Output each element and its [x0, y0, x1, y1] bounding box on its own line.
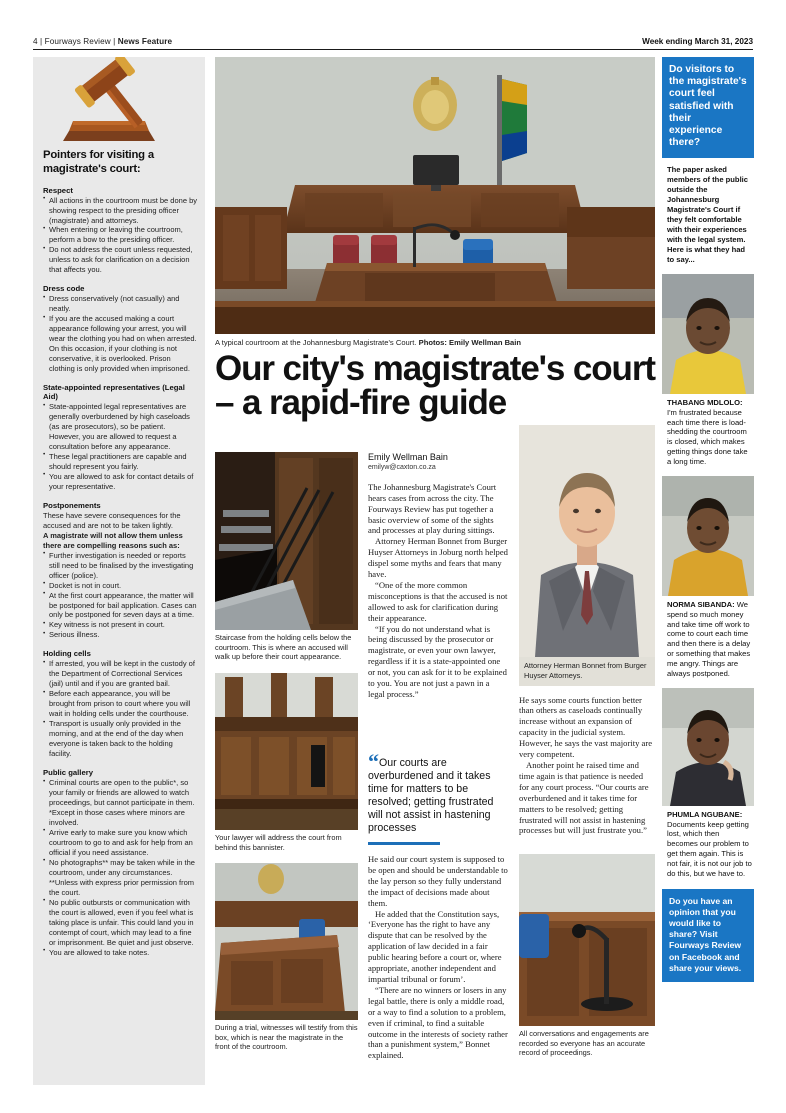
masthead	[33, 30, 753, 50]
section-list	[43, 778, 197, 957]
vox-name: NORMA SIBANDA:	[667, 599, 735, 609]
recording-equipment-image	[519, 854, 655, 1026]
list-item: • Before each appearance, you will be brought from prison to court where you will wait in holding cells under the courthouse.	[43, 689, 197, 719]
vox-quote	[662, 596, 754, 679]
sidebar-section-holding-cells	[43, 649, 197, 759]
witness-box-caption: During a trial, witnesses will testify from this box, which is near the magistrate in the front of the courtroom.	[215, 1023, 358, 1052]
sidebar-section-dress-code	[43, 284, 197, 374]
masthead-date: Week ending March 31, 2023	[642, 37, 753, 46]
list-item: • Do not address the court unless requested, unless to ask for clarification on a decision that affects you.	[43, 245, 197, 275]
staircase-photo	[215, 452, 358, 630]
masthead-section: News Feature	[117, 37, 173, 46]
vox-pop-intro: The paper asked members of the public outside the Johannesburg Magistrate's Court if they felt comfortable with their experiences with the legal system. Here is what they had to say...	[667, 164, 749, 264]
paragraph: Attorney Herman Bonnet from Burger Huyser Attorneys in Joburg north helped dispel some myths and fears that many have.	[368, 536, 508, 580]
attorney-portrait-photo	[519, 425, 655, 657]
article-column-3	[519, 425, 655, 836]
section-heading: Holding cells	[43, 649, 91, 659]
paragraph: “If you do not understand what is being discussed by the prosecutor or magistrate, or even your own lawyer, regardless if it is a state-appointed one or not, you can ask for it to be explained to you. You are not just a pawn in a legal process.”	[368, 623, 507, 700]
vox-pop-entry	[662, 688, 754, 879]
vox-quote-text: We spend so much money and take time off work to come to court each time and then there is a delay or something that makes me angry. Things are always postponed.	[667, 599, 751, 678]
masthead-page-and-title: 4 | Fourways Review |	[33, 37, 118, 46]
sidebar-section-public-gallery	[43, 768, 197, 957]
article-column-2	[368, 452, 508, 700]
bannister-photo	[215, 673, 358, 830]
list-item: • When entering or leaving the courtroom, perform a bow to the presiding officer.	[43, 225, 197, 245]
caption-text: A typical courtroom at the Johannesburg Magistrate's Court.	[215, 338, 419, 347]
section-heading: State-appointed representatives (Legal Aid)	[43, 383, 185, 402]
sidebar-section-postponements	[43, 501, 197, 641]
list-item: • You are allowed to take notes.	[43, 948, 197, 958]
vox-pop-rail	[662, 57, 754, 982]
vox-pop-entry	[662, 274, 754, 467]
list-item: • No public outbursts or communication with the court is allowed, even if you feel what is taking place is unfair. This could land you in contempt of court, which may lead to a fine or imprisonment. Be quiet and just observe.	[43, 898, 197, 948]
vox-pop-cta[interactable]: Do you have an opinion that you would like to share? Visit Fourways Review on Facebook and share your views.	[662, 889, 754, 982]
witness-box-image	[215, 863, 358, 1020]
list-item: • State-appointed legal representatives are generally overburdened by high caseloads (as are prosecutors), so be patient. However, you are allowed to request a consultation before any appearance.	[43, 402, 197, 452]
section-list	[43, 551, 197, 641]
byline-email: emilyw@caxton.co.za	[368, 463, 436, 471]
vox-portrait-3-image	[662, 688, 754, 806]
pull-quote	[368, 749, 508, 835]
paragraph: “There are no winners or losers in any legal battle, there is only a middle road, or a way to find a solution to a problem, even if criminal, to find a suitable outcome in the interests of society rather than a punishment system,” Bonnet explained.	[368, 984, 508, 1061]
staircase-caption: Staircase from the holding cells below the courtroom. This is where an accused will walk up before their court appearance.	[215, 633, 352, 662]
byline-author: Emily Wellman Bain	[368, 452, 448, 462]
recording-caption: All conversations and engagements are recorded so everyone has an accurate record of proceedings.	[519, 1029, 649, 1058]
section-heading: Respect	[43, 185, 73, 195]
list-item: • Transport is usually only provided in the morning, and at the end of the day when everyone is taken back to the holding facility.	[43, 719, 197, 759]
vox-portrait-1-image	[662, 274, 754, 394]
article-body-col3	[519, 695, 655, 837]
staircase-image	[215, 452, 358, 630]
list-item: • At the first court appearance, the matter will be postponed for bail application. Cases can only be postponed for seven days at a time.	[43, 591, 197, 621]
section-list	[43, 402, 197, 492]
paragraph: Another point he raised time and time again is that patience is needed for any court process. “Our courts are overburdened and it takes time for matters to be resolved; getting frustrated will not assist in hastening processes but will just frustrate you.”	[519, 759, 649, 836]
vox-quote-text: Documents keep getting lost, which then becomes our problem to get them again. This is not fair, it is not our job to do this, but we have to.	[667, 819, 752, 878]
list-item: • Further investigation is needed or reports still need to be finalised by the investigating officer (police).	[43, 551, 197, 581]
masthead-left	[33, 37, 172, 46]
section-heading: Public gallery	[43, 768, 93, 778]
pointers-sidebar	[33, 57, 205, 1085]
pointers-title: Pointers for visiting a magistrate's court:	[43, 149, 154, 175]
section-list	[43, 294, 197, 374]
quote-mark-icon: “	[368, 749, 377, 774]
list-item: • Docket is not in court.	[43, 581, 197, 591]
article-headline: Our city's magistrate's court – a rapid-fire guide	[215, 349, 655, 422]
list-item: • Criminal courts are open to the public*, so your family or friends are allowed to watch proceedings, but cannot participate in them. *Except in those cases where minors are involved.	[43, 778, 197, 828]
vox-name: THABANG MDLOLO:	[667, 397, 743, 407]
article-body-col2-top	[368, 482, 508, 700]
section-heading: Dress code	[43, 284, 85, 294]
pointers-body	[33, 149, 205, 966]
caption-credit: Photos: Emily Wellman Bain	[418, 338, 522, 347]
pull-quote-text: Our courts are overburdened and it takes time for matters to be resolved; getting frustrated will not assist in hastening processes	[368, 757, 494, 834]
section-lead: These have severe consequences for the accused and are not to be taken lightly.	[43, 510, 181, 530]
paragraph: He said our court system is supposed to be open and should be understandable to the lay person so they fully understand the impact of decisions made about them.	[368, 854, 508, 908]
vox-portrait-2-image	[662, 476, 754, 596]
vox-quote-text: I'm frustrated because each time there is load-shedding the courtroom is closed, which makes getting things done take a long time.	[667, 407, 748, 466]
list-item: • Dress conservatively (not casually) and neatly.	[43, 294, 197, 314]
vox-portrait-photo	[662, 476, 754, 596]
sidebar-section-respect	[43, 186, 197, 276]
attorney-photo-caption: Attorney Herman Bonnet from Burger Huyser Attorneys.	[519, 657, 655, 686]
paragraph: He says some courts function better than others as caseloads continually increase without an expansion of capacity in the judicial system. However, he says the vast majority are very competent.	[519, 694, 653, 760]
bannister-caption: Your lawyer will address the court from behind this bannister.	[215, 832, 342, 852]
pull-quote-block	[368, 749, 508, 845]
recording-equipment-photo	[519, 854, 655, 1026]
attorney-portrait-image	[519, 425, 655, 657]
gavel-illustration	[33, 57, 205, 149]
list-item: • If arrested, you will be kept in the custody of the Department of Correctional Services (jail) until and if you are granted bail.	[43, 659, 197, 689]
vox-name: PHUMLA NGUBANE:	[667, 809, 743, 819]
list-item: • Key witness is not present in court.	[43, 620, 197, 630]
section-lead-bold: A magistrate will not allow them unless there are compelling reasons such as:	[43, 530, 183, 550]
vox-quote	[662, 394, 754, 467]
list-item: • All actions in the courtroom must be done by showing respect to the presiding officer (magistrate) and attorneys.	[43, 196, 197, 226]
courtroom-image	[215, 57, 655, 334]
gavel-icon	[33, 57, 205, 149]
vox-portrait-photo	[662, 688, 754, 806]
section-list	[43, 196, 197, 276]
vox-quote	[662, 806, 754, 879]
list-item: • You are allowed to ask for contact details of your representative.	[43, 472, 197, 492]
sidebar-section-state-appointed	[43, 383, 197, 492]
section-heading: Postponements	[43, 500, 101, 510]
vox-portrait-photo	[662, 274, 754, 394]
section-list	[43, 659, 197, 759]
hero-courtroom-photo	[215, 57, 655, 334]
hero-photo-caption	[215, 338, 655, 348]
paragraph: The Johannesburg Magistrate's Court hears cases from across the city. The Fourways Review has put together a basic overview of some of the sights and processes at play during sittings.	[368, 481, 497, 536]
article-body-col2-bottom	[368, 854, 508, 1061]
photo-column	[215, 452, 358, 1052]
witness-box-photo	[215, 863, 358, 1020]
list-item: • If you are the accused making a court appearance following your arrest, you will wear the clothing you had on when arrested. On this occasion, if your clothing is not conservative, it is overlooked. Prison clothing is only provided when imprisoned.	[43, 314, 197, 374]
recording-photo-block	[519, 854, 655, 1058]
list-item: • No photographs** may be taken while in the courtroom, under any circumstances. **Unless with express prior permission from the court.	[43, 858, 197, 898]
bannister-image	[215, 673, 358, 830]
paragraph: “One of the more common misconceptions is that the accused is not allowed to ask for clarification during their appearance.	[368, 579, 508, 623]
vox-pop-entry	[662, 476, 754, 679]
list-item: • Arrive early to make sure you know which courtroom to go to and ask for help from an official if you need assistance.	[43, 828, 197, 858]
paragraph: He added that the Constitution says, ‘Everyone has the right to have any dispute that can be resolved by the application of law decided in a fair public hearing before a court or, where appropriate, another independent and impartial tribunal or forum’.	[368, 908, 502, 984]
list-item: • Serious illness.	[43, 630, 197, 640]
pull-quote-rule	[368, 842, 440, 845]
list-item: • These legal practitioners are capable and should represent you fairly.	[43, 452, 197, 472]
vox-pop-question: Do visitors to the magistrate's court feel satisfied with their experience there?	[662, 57, 754, 158]
